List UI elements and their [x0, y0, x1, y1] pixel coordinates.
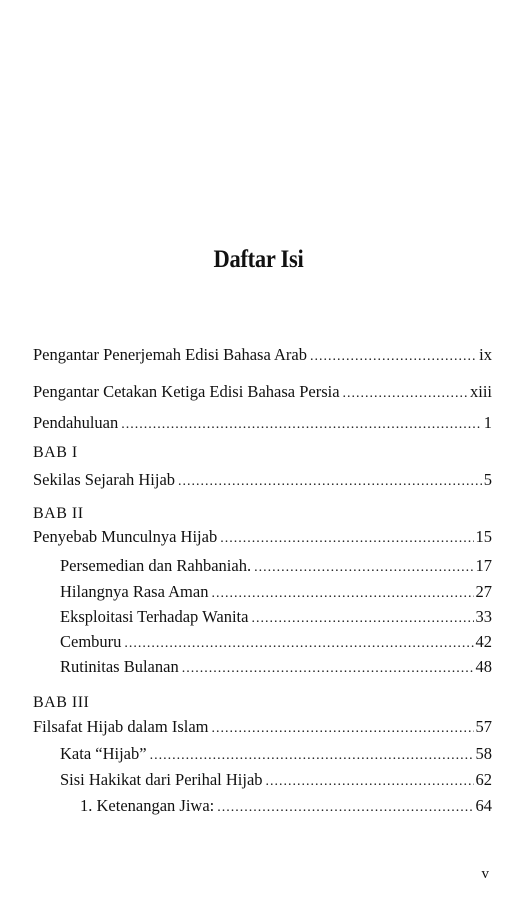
page-number: v [481, 866, 489, 882]
toc-entry-page: 57 [475, 717, 492, 736]
toc-entry-label: Hilangnya Rasa Aman [60, 582, 209, 601]
dot-leader [211, 584, 473, 604]
toc-entry-label: Pengantar Cetakan Ketiga Edisi Bahasa Persia [33, 382, 340, 401]
toc-entry-label: Filsafat Hijab dalam Islam [33, 717, 209, 736]
dot-leader [182, 659, 474, 679]
toc-entry-label: Pengantar Penerjemah Edisi Bahasa Arab [33, 345, 307, 364]
toc-entry[interactable] [80, 796, 492, 818]
toc-entry[interactable] [60, 556, 492, 578]
chapter-heading: BAB II [33, 505, 84, 522]
chapter-heading: BAB III [33, 694, 90, 711]
toc-entry[interactable] [60, 632, 492, 654]
toc-entry-page: 42 [475, 632, 492, 651]
chapter-heading: BAB I [33, 444, 78, 461]
toc-entry[interactable] [33, 382, 492, 404]
dot-leader [310, 347, 477, 367]
toc-entry[interactable] [33, 413, 492, 435]
toc-entry[interactable] [33, 345, 492, 367]
toc-entry[interactable] [60, 582, 492, 604]
toc-entry-label: Sekilas Sejarah Hijab [33, 470, 176, 489]
dot-leader [266, 772, 474, 792]
toc-entry-page: 33 [475, 607, 492, 626]
toc-entry[interactable] [33, 527, 492, 549]
toc-entry-page: 48 [475, 657, 492, 676]
toc-entry[interactable] [60, 770, 492, 792]
toc-entry[interactable] [60, 657, 492, 679]
toc-entry-label: Eksploitasi Terhadap Wanita [60, 607, 249, 626]
toc-entry[interactable] [60, 744, 492, 766]
toc-entry-label: Penyebab Munculnya Hijab [33, 527, 218, 546]
dot-leader [343, 384, 468, 404]
dot-leader [150, 746, 474, 766]
dot-leader [220, 529, 473, 549]
toc-entry[interactable] [33, 717, 492, 739]
toc-entry-page: 15 [475, 527, 492, 546]
dot-leader [178, 472, 482, 492]
toc-entry-page: 5 [483, 470, 492, 489]
toc-entry-page: ix [479, 345, 492, 364]
page-title: Daftar Isi [213, 246, 304, 273]
toc-entry-page: 17 [475, 556, 492, 575]
toc-entry[interactable] [60, 607, 492, 629]
dot-leader [124, 634, 473, 654]
toc-entry-label: Sisi Hakikat dari Perihal Hijab [60, 770, 263, 789]
toc-entry-label: Kata “Hijab” [60, 744, 147, 763]
dot-leader [121, 415, 482, 435]
dot-leader [212, 719, 474, 739]
toc-entry-page: 62 [475, 770, 492, 789]
toc-entry-label: Persemedian dan Rahbaniah. [60, 556, 252, 575]
toc-entry-label: Rutinitas Bulanan [60, 657, 179, 676]
toc-entry-label: Pendahuluan [33, 413, 119, 432]
toc-entry[interactable] [33, 470, 492, 492]
dot-leader [251, 609, 473, 629]
toc-entry-page: 27 [475, 582, 492, 601]
toc-entry-page: 64 [475, 796, 492, 815]
dot-leader [254, 558, 473, 578]
toc-entry-label: 1. Ketenangan Jiwa: [80, 796, 215, 815]
toc-entry-page: 1 [483, 413, 492, 432]
toc-entry-label: Cemburu [60, 632, 122, 651]
toc-entry-page: 58 [475, 744, 492, 763]
dot-leader [217, 798, 473, 818]
toc-entry-page: xiii [469, 382, 492, 401]
